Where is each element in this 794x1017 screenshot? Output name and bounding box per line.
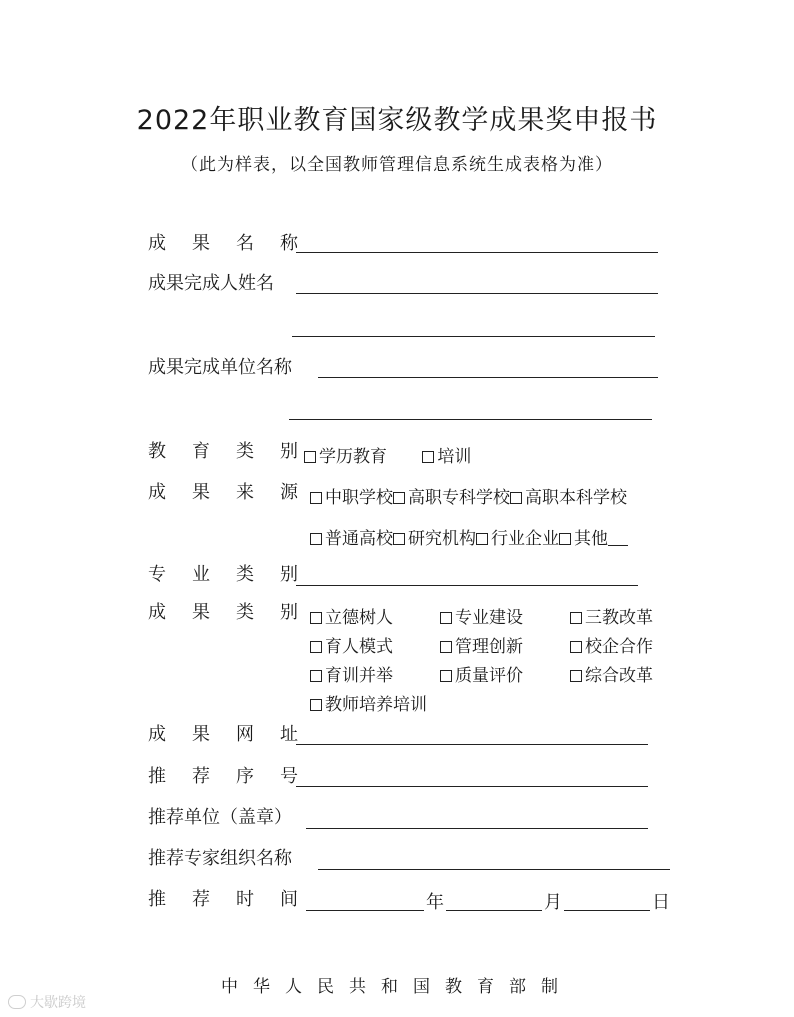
- option-academic-education[interactable]: [304, 442, 387, 467]
- year-unit: 年: [426, 892, 444, 913]
- option-quality-evaluation[interactable]: [440, 661, 570, 686]
- option-label: 其他: [574, 529, 608, 549]
- option-label: 高职本科学校: [525, 488, 627, 508]
- option-major-construction[interactable]: [440, 603, 570, 628]
- year-field[interactable]: [306, 910, 424, 911]
- checkbox-icon[interactable]: [310, 641, 322, 653]
- month-unit: 月: [544, 892, 562, 913]
- watermark: [8, 992, 86, 1012]
- issuer-footer: 中华人民共和国教育部制: [221, 977, 573, 997]
- major-category-label: 专业类别: [148, 564, 324, 585]
- option-management-innovation[interactable]: [440, 632, 570, 657]
- completer-units-label: 成果完成单位名称: [148, 357, 292, 378]
- checkbox-icon[interactable]: [304, 451, 316, 463]
- option-label: 普通高校: [325, 529, 393, 549]
- option-label: 高职专科学校: [408, 488, 510, 508]
- option-higher-vocational-college[interactable]: [393, 483, 510, 508]
- completer-units-field-line2[interactable]: [289, 419, 652, 420]
- page-subtitle: （此为样表，以全国教师管理信息系统生成表格为准）: [181, 155, 613, 175]
- category-options-row2: [310, 632, 653, 657]
- option-comprehensive-reform[interactable]: [570, 661, 653, 686]
- option-university[interactable]: [310, 524, 393, 549]
- achievement-url-field[interactable]: [296, 744, 648, 745]
- expert-org-field[interactable]: [318, 869, 670, 870]
- option-label: 育训并举: [325, 666, 393, 686]
- achievement-url-label: 成果网址: [148, 724, 324, 745]
- checkbox-icon[interactable]: [310, 670, 322, 682]
- checkbox-icon[interactable]: [422, 451, 434, 463]
- completer-names-field-line2[interactable]: [292, 336, 655, 337]
- category-options-row3: [310, 661, 653, 686]
- option-other[interactable]: [559, 524, 628, 549]
- option-training[interactable]: [422, 442, 471, 467]
- watermark-text: 大歇跨境: [30, 995, 86, 1011]
- education-options: [304, 442, 471, 467]
- checkbox-icon[interactable]: [310, 612, 322, 624]
- option-label: 立德树人: [325, 608, 393, 628]
- option-teacher-training[interactable]: [310, 690, 427, 715]
- checkbox-icon[interactable]: [310, 533, 322, 545]
- option-industry-enterprise[interactable]: [476, 524, 559, 549]
- checkbox-icon[interactable]: [570, 612, 582, 624]
- option-label: 学历教育: [319, 447, 387, 467]
- source-options-row2: [310, 524, 628, 549]
- other-blank-field[interactable]: [608, 529, 628, 546]
- achievement-category-label: 成果类别: [148, 602, 324, 623]
- recommend-unit-label: 推荐单位（盖章）: [148, 807, 292, 828]
- option-label: 综合改革: [585, 666, 653, 686]
- option-moral-education[interactable]: [310, 603, 440, 628]
- option-label: 三教改革: [585, 608, 653, 628]
- option-label: 校企合作: [585, 637, 653, 657]
- watermark-logo-icon: [8, 995, 26, 1009]
- option-education-training[interactable]: [310, 661, 440, 686]
- category-options-row4: [310, 690, 427, 715]
- recommend-unit-field[interactable]: [306, 828, 648, 829]
- achievement-name-field[interactable]: [296, 252, 658, 253]
- option-label: 教师培养培训: [325, 695, 427, 715]
- recommend-no-field[interactable]: [296, 786, 648, 787]
- achievement-source-label: 成果来源: [148, 482, 324, 503]
- option-label: 专业建设: [455, 608, 523, 628]
- checkbox-icon[interactable]: [476, 533, 488, 545]
- checkbox-icon[interactable]: [393, 492, 405, 504]
- day-unit: 日: [652, 892, 670, 913]
- checkbox-icon[interactable]: [559, 533, 571, 545]
- option-label: 质量评价: [455, 666, 523, 686]
- education-category-label: 教育类别: [148, 441, 324, 462]
- checkbox-icon[interactable]: [570, 670, 582, 682]
- category-options-row1: [310, 603, 653, 628]
- checkbox-icon[interactable]: [440, 641, 452, 653]
- option-label: 育人模式: [325, 637, 393, 657]
- option-label: 行业企业: [491, 529, 559, 549]
- completer-units-field[interactable]: [318, 377, 658, 378]
- month-field[interactable]: [446, 910, 542, 911]
- checkbox-icon[interactable]: [310, 699, 322, 711]
- option-label: 管理创新: [455, 637, 523, 657]
- expert-org-label: 推荐专家组织名称: [148, 848, 292, 869]
- source-options-row1: [310, 483, 627, 508]
- completer-names-field[interactable]: [296, 293, 658, 294]
- checkbox-icon[interactable]: [510, 492, 522, 504]
- option-school-enterprise[interactable]: [570, 632, 653, 657]
- checkbox-icon[interactable]: [570, 641, 582, 653]
- achievement-name-label: 成果名称: [148, 233, 324, 254]
- checkbox-icon[interactable]: [440, 670, 452, 682]
- checkbox-icon[interactable]: [393, 533, 405, 545]
- recommend-time-label: 推荐时间: [148, 889, 324, 910]
- major-category-field[interactable]: [296, 585, 638, 586]
- page-title: 2022年职业教育国家级教学成果奖申报书: [136, 105, 658, 136]
- option-label: 培训: [437, 447, 472, 467]
- recommend-no-label: 推荐序号: [148, 766, 324, 787]
- option-education-model[interactable]: [310, 632, 440, 657]
- option-three-teaching-reform[interactable]: [570, 603, 653, 628]
- day-field[interactable]: [564, 910, 650, 911]
- option-label: 中职学校: [325, 488, 393, 508]
- option-research-institute[interactable]: [393, 524, 476, 549]
- checkbox-icon[interactable]: [310, 492, 322, 504]
- checkbox-icon[interactable]: [440, 612, 452, 624]
- completer-names-label: 成果完成人姓名: [148, 273, 274, 294]
- option-higher-vocational-bachelor[interactable]: [510, 483, 627, 508]
- option-label: 研究机构: [408, 529, 476, 549]
- option-secondary-vocational[interactable]: [310, 483, 393, 508]
